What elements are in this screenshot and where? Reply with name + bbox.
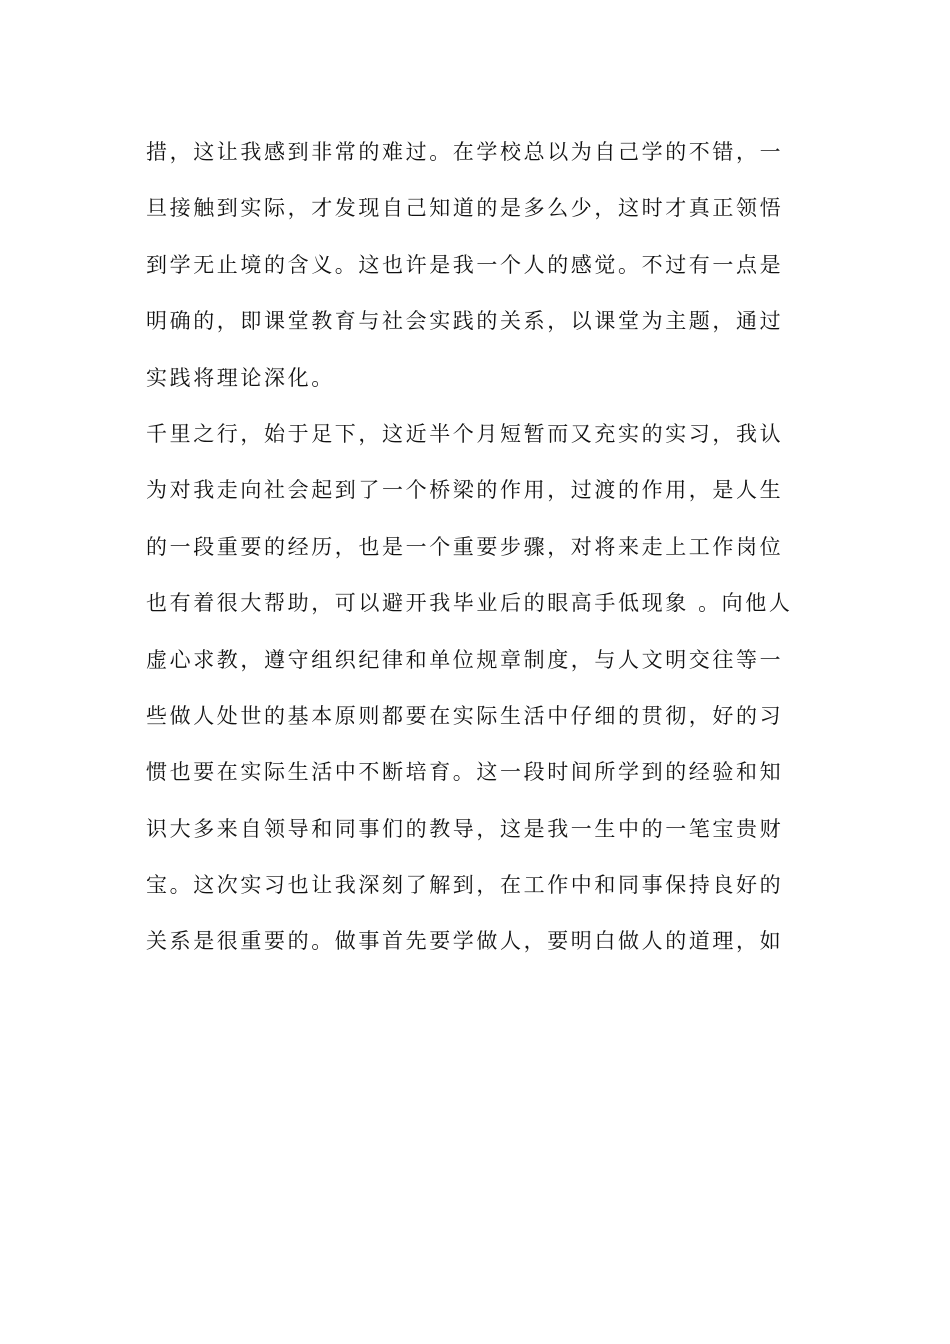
text-line: 实践将理论深化。 xyxy=(146,365,335,390)
text-line: 也有着很大帮助，可以避开我毕业后的眼高手低现象 。向他人 xyxy=(146,591,793,616)
text-line: 千里之行，始于足下，这近半个月短暂而又充实的实习，我认 xyxy=(146,421,784,446)
text-line: 旦接触到实际，才发现自己知道的是多么少，这时才真正领悟 xyxy=(146,196,784,221)
paragraph-2 xyxy=(146,406,806,970)
text-line: 明确的，即课堂教育与社会实践的关系，以课堂为主题，通过 xyxy=(146,309,784,334)
text-line: 关系是很重要的。做事首先要学做人，要明白做人的道理，如 xyxy=(146,929,784,954)
document-body xyxy=(146,124,806,970)
text-line: 到学无止境的含义。这也许是我一个人的感觉。不过有一点是 xyxy=(146,252,784,277)
text-line: 宝。这次实习也让我深刻了解到，在工作中和同事保持良好的 xyxy=(146,873,784,898)
text-line: 惯也要在实际生活中不断培育。这一段时间所学到的经验和知 xyxy=(146,760,784,785)
text-line: 些做人处世的基本原则都要在实际生活中仔细的贯彻，好的习 xyxy=(146,703,784,728)
text-line: 措，这让我感到非常的难过。在学校总以为自己学的不错，一 xyxy=(146,140,784,164)
text-line: 的一段重要的经历，也是一个重要步骤，对将来走上工作岗位 xyxy=(146,534,784,559)
text-line: 为对我走向社会起到了一个桥梁的作用，过渡的作用，是人生 xyxy=(146,478,784,503)
paragraph-1 xyxy=(146,124,806,406)
text-line: 虚心求教，遵守组织纪律和单位规章制度，与人文明交往等一 xyxy=(146,647,784,672)
text-line: 识大多来自领导和同事们的教导，这是我一生中的一笔宝贵财 xyxy=(146,816,784,841)
